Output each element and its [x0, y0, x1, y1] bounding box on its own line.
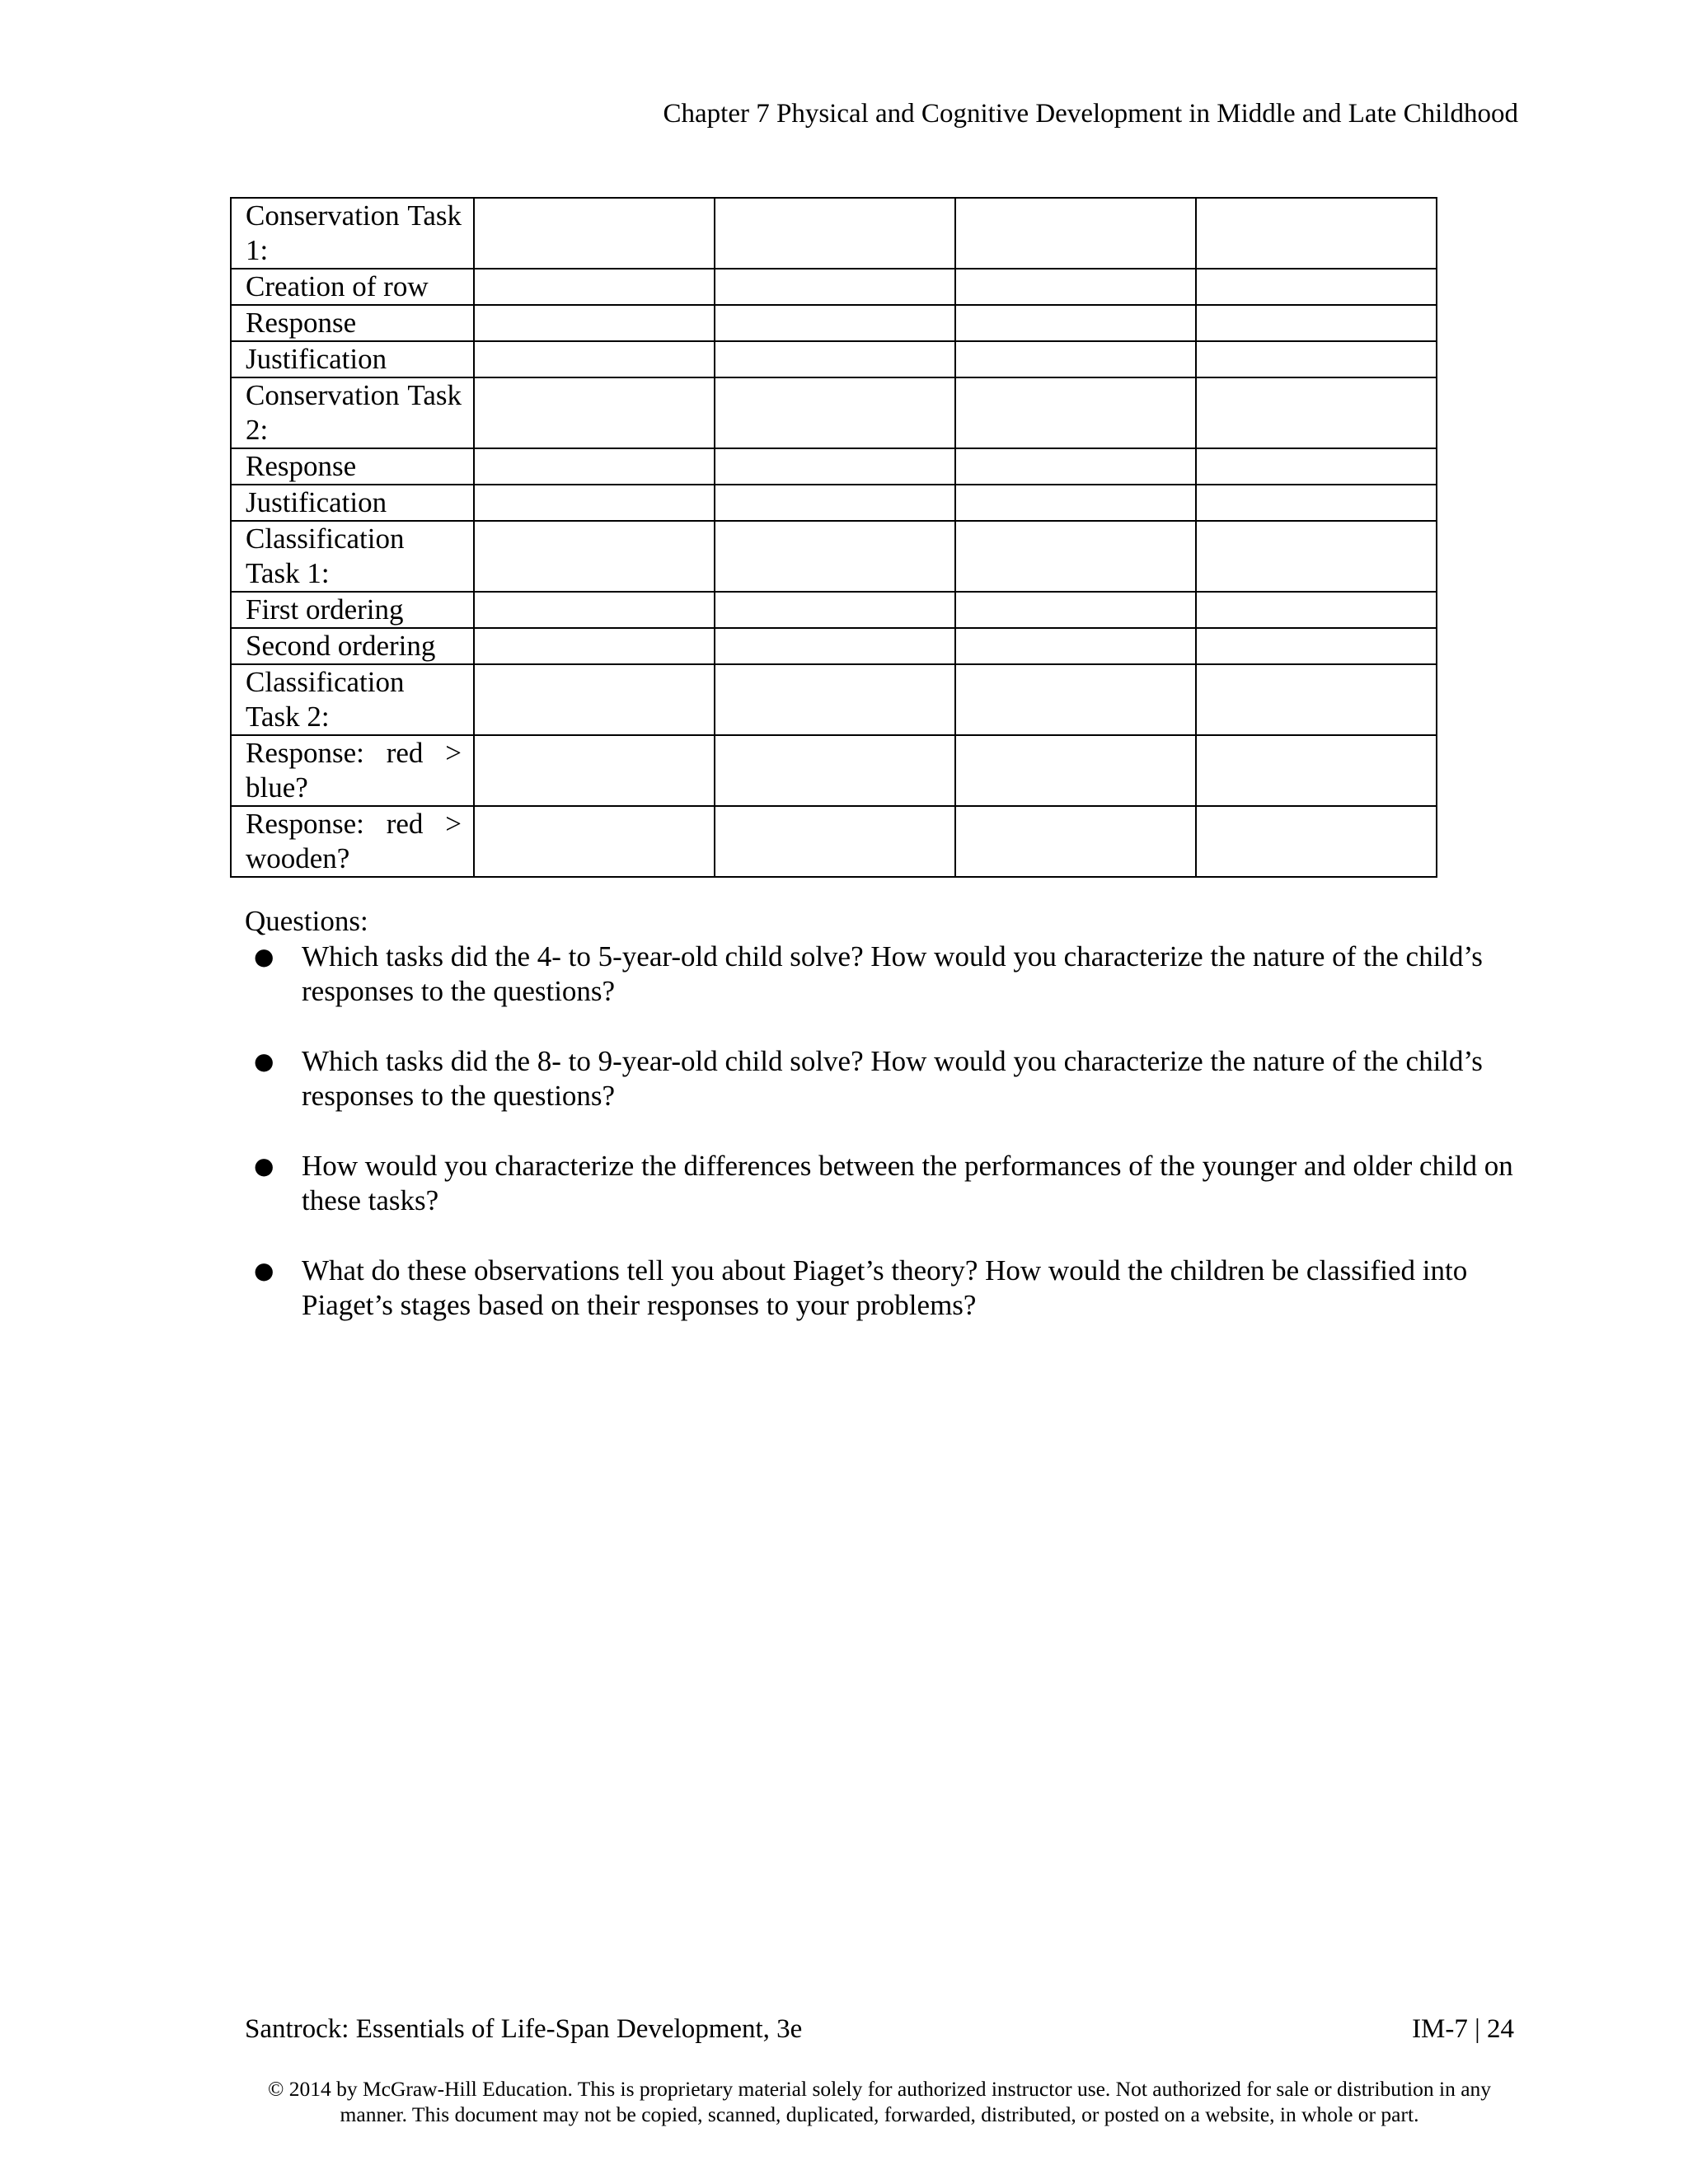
list-item: [245, 1254, 1531, 1323]
row-label: Creation of row: [231, 269, 474, 305]
table-row: [231, 592, 1437, 628]
footer-book-title: Santrock: Essentials of Life-Span Development, 3e: [245, 2014, 803, 2044]
copyright-notice: © 2014 by McGraw-Hill Education. This is proprietary material solely for authorized instructor use. Not authorized for sale or distribution in any manner. This document may not be copied, scanned, duplicated, forwarded, distributed, or posted on a website, in whole or part.: [267, 2077, 1492, 2126]
running-header: Chapter 7 Physical and Cognitive Development in Middle and Late Childhood: [663, 99, 1518, 129]
list-item: [245, 1149, 1531, 1218]
blank-cell[interactable]: [1196, 305, 1437, 341]
questions-heading: Questions:: [245, 905, 368, 937]
observation-table: [230, 197, 1437, 878]
blank-cell[interactable]: [1196, 735, 1437, 806]
blank-cell[interactable]: [1196, 485, 1437, 521]
blank-cell[interactable]: [715, 269, 955, 305]
blank-cell[interactable]: [474, 628, 715, 664]
row-label: Classification Task 2:: [231, 664, 474, 735]
blank-cell[interactable]: [955, 377, 1196, 448]
row-label: Response: red > blue?: [231, 735, 474, 806]
blank-cell[interactable]: [1196, 198, 1437, 269]
blank-cell[interactable]: [1196, 806, 1437, 877]
table-row: [231, 377, 1437, 448]
blank-cell[interactable]: [474, 735, 715, 806]
table-row: [231, 341, 1437, 377]
blank-cell[interactable]: [955, 735, 1196, 806]
row-label: Conservation Task 2:: [231, 377, 474, 448]
question-text: Which tasks did the 4- to 5-year-old child solve? How would you characterize the nature of the child’s responses to the questions?: [302, 940, 1483, 1007]
blank-cell[interactable]: [955, 628, 1196, 664]
row-label: First ordering: [231, 592, 474, 628]
row-label: Classification Task 1:: [231, 521, 474, 592]
blank-cell[interactable]: [474, 521, 715, 592]
blank-cell[interactable]: [715, 521, 955, 592]
blank-cell[interactable]: [474, 198, 715, 269]
blank-cell[interactable]: [474, 448, 715, 485]
blank-cell[interactable]: [474, 341, 715, 377]
blank-cell[interactable]: [1196, 377, 1437, 448]
row-label: Justification: [231, 485, 474, 521]
blank-cell[interactable]: [1196, 341, 1437, 377]
blank-cell[interactable]: [474, 592, 715, 628]
blank-cell[interactable]: [474, 305, 715, 341]
blank-cell[interactable]: [715, 198, 955, 269]
blank-cell[interactable]: [1196, 592, 1437, 628]
blank-cell[interactable]: [955, 806, 1196, 877]
blank-cell[interactable]: [955, 592, 1196, 628]
blank-cell[interactable]: [474, 377, 715, 448]
list-item: [245, 940, 1531, 1009]
blank-cell[interactable]: [955, 664, 1196, 735]
blank-cell[interactable]: [474, 485, 715, 521]
row-label: Response: [231, 448, 474, 485]
table-row: [231, 448, 1437, 485]
blank-cell[interactable]: [715, 377, 955, 448]
question-text: Which tasks did the 8- to 9-year-old child solve? How would you characterize the nature of the child’s responses to the questions?: [302, 1045, 1483, 1112]
blank-cell[interactable]: [955, 269, 1196, 305]
blank-cell[interactable]: [1196, 448, 1437, 485]
bullet-icon: ●: [254, 943, 274, 970]
table-row: [231, 806, 1437, 877]
blank-cell[interactable]: [955, 198, 1196, 269]
row-label: Justification: [231, 341, 474, 377]
bullet-icon: ●: [254, 1047, 274, 1075]
blank-cell[interactable]: [715, 735, 955, 806]
blank-cell[interactable]: [715, 485, 955, 521]
table-row: [231, 521, 1437, 592]
blank-cell[interactable]: [955, 521, 1196, 592]
bullet-icon: ●: [254, 1257, 274, 1284]
question-text: What do these observations tell you about Piaget’s theory? How would the children be classified into Piaget’s stages based on their responses to your problems?: [302, 1254, 1468, 1321]
blank-cell[interactable]: [1196, 269, 1437, 305]
row-label: Conservation Task 1:: [231, 198, 474, 269]
row-label: Second ordering: [231, 628, 474, 664]
blank-cell[interactable]: [715, 305, 955, 341]
blank-cell[interactable]: [1196, 521, 1437, 592]
row-label: Response: red > wooden?: [231, 806, 474, 877]
blank-cell[interactable]: [955, 341, 1196, 377]
table-row: [231, 305, 1437, 341]
blank-cell[interactable]: [474, 806, 715, 877]
blank-cell[interactable]: [955, 448, 1196, 485]
table-row: [231, 269, 1437, 305]
footer-page-number: IM-7 | 24: [1412, 2014, 1514, 2044]
table-row: [231, 485, 1437, 521]
blank-cell[interactable]: [715, 448, 955, 485]
question-text: How would you characterize the differences between the performances of the younger and older child on these tasks?: [302, 1150, 1513, 1216]
blank-cell[interactable]: [474, 269, 715, 305]
table-row: [231, 664, 1437, 735]
blank-cell[interactable]: [1196, 664, 1437, 735]
question-list: [245, 940, 1531, 1358]
blank-cell[interactable]: [474, 664, 715, 735]
table-row: [231, 628, 1437, 664]
blank-cell[interactable]: [955, 485, 1196, 521]
bullet-icon: ●: [254, 1152, 274, 1179]
blank-cell[interactable]: [715, 341, 955, 377]
blank-cell[interactable]: [715, 592, 955, 628]
row-label: Response: [231, 305, 474, 341]
list-item: [245, 1044, 1531, 1113]
blank-cell[interactable]: [715, 628, 955, 664]
blank-cell[interactable]: [715, 806, 955, 877]
table-row: [231, 735, 1437, 806]
blank-cell[interactable]: [715, 664, 955, 735]
blank-cell[interactable]: [1196, 628, 1437, 664]
table-row: [231, 198, 1437, 269]
blank-cell[interactable]: [955, 305, 1196, 341]
